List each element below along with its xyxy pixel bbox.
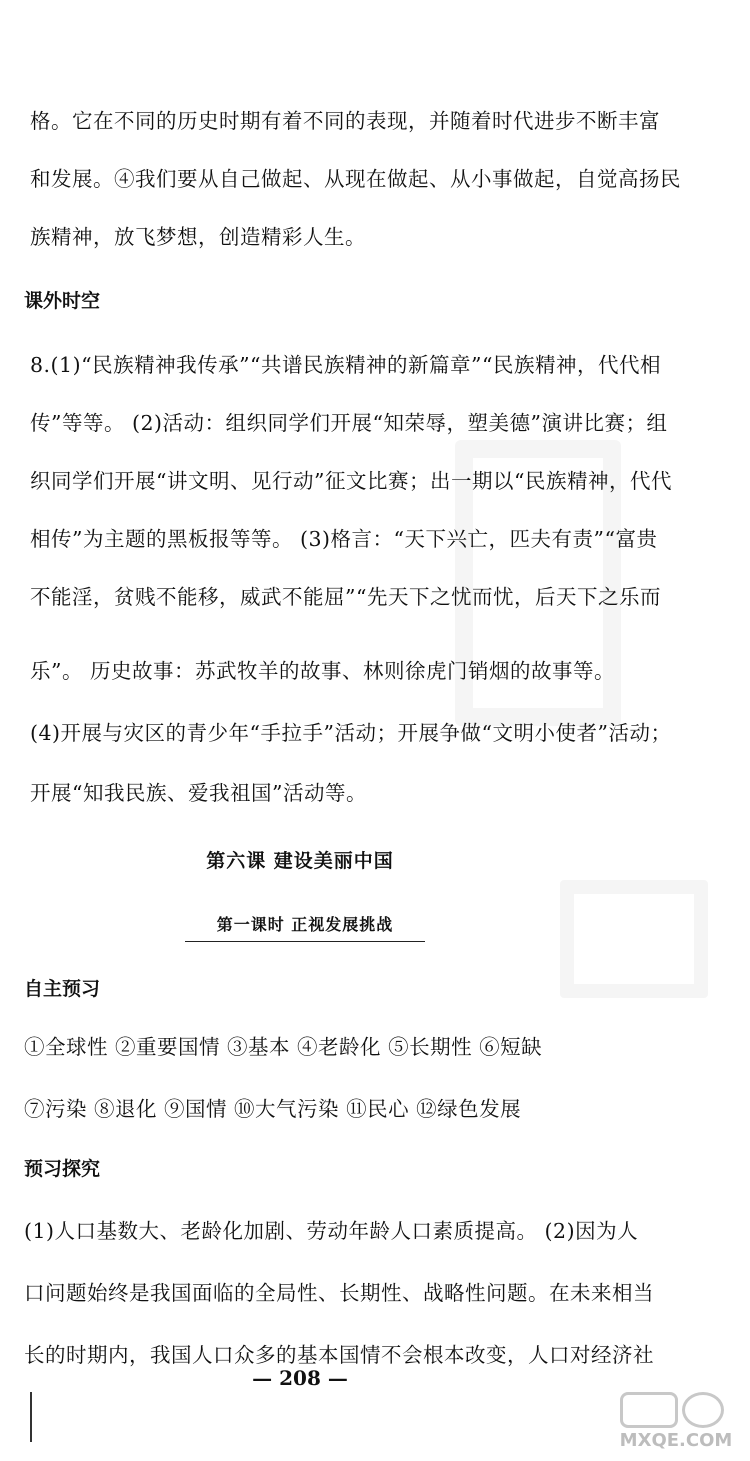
text-line: 8.(1)“民族精神我传承”“共谱民族精神的新篇章”“民族精神，代代相 bbox=[30, 353, 661, 377]
text-line: 织同学们开展“讲文明、见行动”征文比赛；出一期以“民族精神，代代 bbox=[30, 469, 672, 493]
text-line: 乐”。 历史故事：苏武牧羊的故事、林则徐虎门销烟的故事等。 bbox=[30, 659, 615, 683]
text-line: ⑦污染 ⑧退化 ⑨国情 ⑩大气污染 ⑪民心 ⑫绿色发展 bbox=[24, 1097, 522, 1121]
text-line: 传”等等。 (2)活动：组织同学们开展“知荣辱，塑美德”演讲比赛；组 bbox=[30, 411, 668, 435]
watermark-shape bbox=[560, 880, 708, 998]
text-line: ①全球性 ②重要国情 ③基本 ④老龄化 ⑤长期性 ⑥短缺 bbox=[24, 1035, 543, 1059]
text-line: 相传”为主题的黑板报等等。 (3)格言：“天下兴亡，匹夫有责”“富贵 bbox=[30, 527, 658, 551]
text-line: 不能淫，贫贱不能移，威武不能屈”“先天下之忧而忧，后天下之乐而 bbox=[30, 585, 661, 609]
lesson-title: 第六课 建设美丽中国 bbox=[206, 850, 394, 872]
text-line: 和发展。④我们要从自己做起、从现在做起、从小事做起，自觉高扬民 bbox=[30, 167, 681, 191]
text-line: 族精神，放飞梦想，创造精彩人生。 bbox=[30, 225, 366, 249]
lesson-subtitle: 第一课时 正视发展挑战 bbox=[185, 912, 425, 942]
text-line: 口问题始终是我国面临的全局性、长期性、战略性问题。在未来相当 bbox=[24, 1281, 654, 1305]
text-line: 格。它在不同的历史时期有着不同的表现，并随着时代进步不断丰富 bbox=[30, 109, 660, 133]
text-line: (1)人口基数大、老龄化加剧、劳动年龄人口素质提高。 (2)因为人 bbox=[24, 1219, 639, 1243]
page-number: — 208 — bbox=[252, 1366, 348, 1390]
watermark-logo bbox=[612, 1392, 740, 1456]
section-heading: 预习探究 bbox=[24, 1158, 101, 1180]
section-heading: 课外时空 bbox=[24, 290, 101, 312]
margin-mark bbox=[30, 1392, 32, 1442]
text-line: 长的时期内，我国人口众多的基本国情不会根本改变，人口对经济社 bbox=[24, 1343, 654, 1367]
text-line: (4)开展与灾区的青少年“手拉手”活动；开展争做“文明小使者”活动； bbox=[30, 721, 672, 745]
section-heading: 自主预习 bbox=[24, 978, 101, 1000]
text-line: 开展“知我民族、爱我祖国”活动等。 bbox=[30, 781, 367, 805]
watermark-text: MXQE.COM bbox=[619, 1430, 733, 1451]
